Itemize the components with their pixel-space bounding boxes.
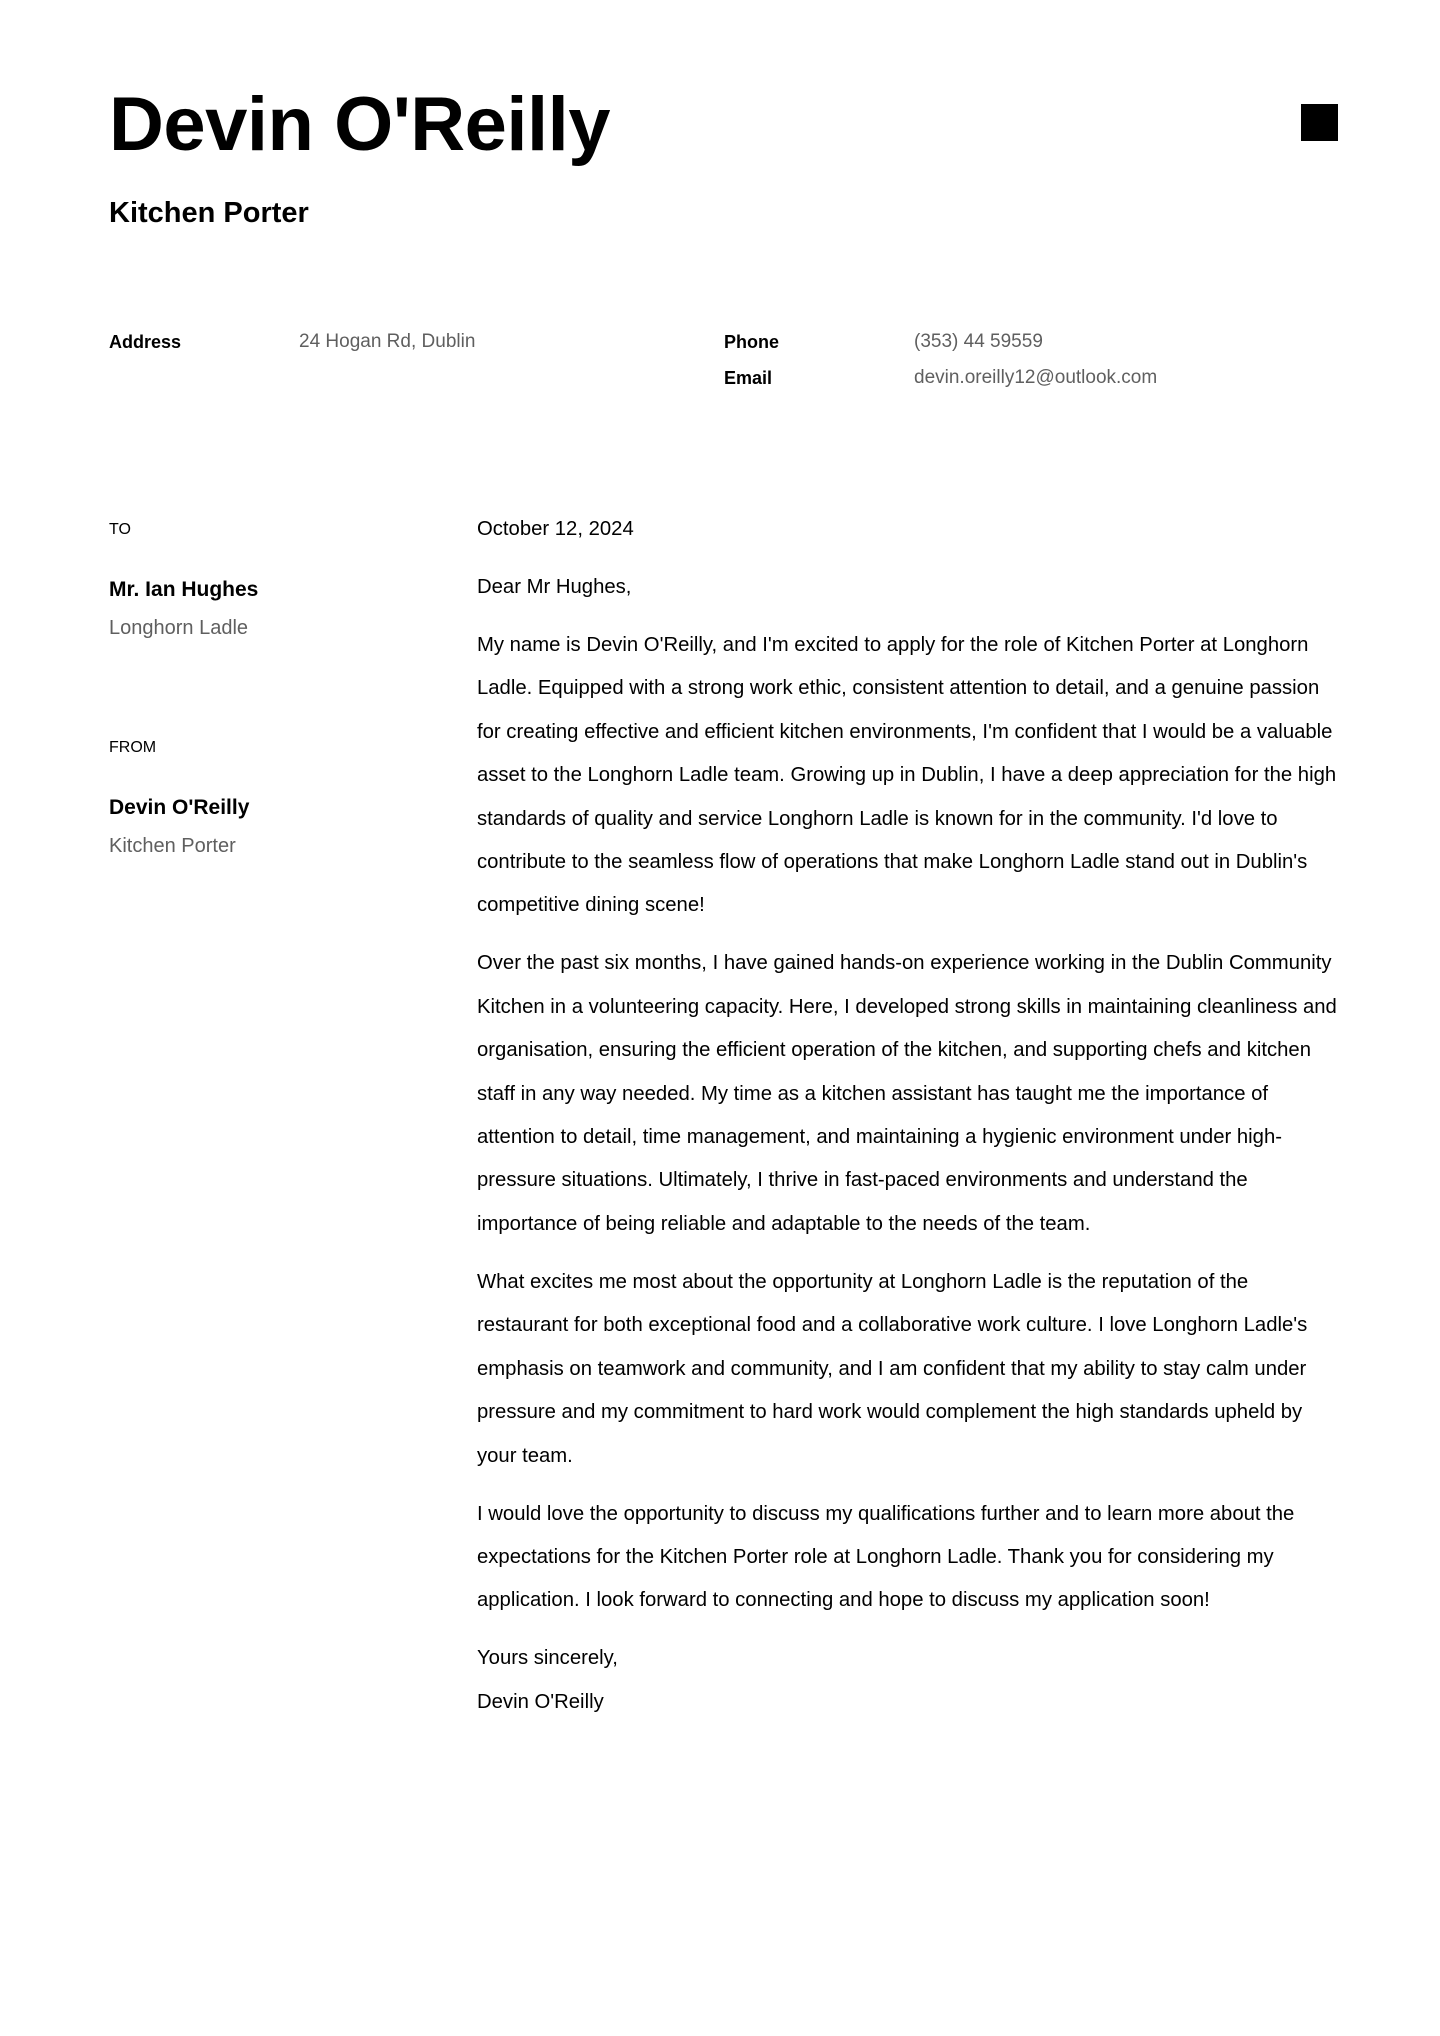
applicant-job-title: Kitchen Porter [109,197,309,229]
address-value: 24 Hogan Rd, Dublin [299,331,476,352]
phone-value: (353) 44 59559 [914,331,1043,352]
letter-paragraph: Over the past six months, I have gained hands-on experience working in the Dublin Community Kitchen in a volunteering capacity. Here, I developed strong skills in maintaining cleanliness and organisation, ensuring the efficient operation of the kitchen, and supporting chefs and kitchen staff in any way needed. My time as a kitchen assistant has taught me the importance of attention to detail, time management, and maintaining a hygienic environment under high-pressure situations. Ultimately, I thrive in fast-paced environments and understand the importance of being reliable and adaptable to the needs of the team. [477,952,1337,1235]
email-value: devin.oreilly12@outlook.com [914,367,1158,388]
recipient-company: Longhorn Ladle [109,617,249,639]
sender-title: Kitchen Porter [109,835,236,857]
letter-date: October 12, 2024 [477,518,634,540]
applicant-name: Devin O'Reilly [109,82,611,167]
to-label: TO [109,521,131,538]
letter-body [477,508,1339,1724]
sender-name: Devin O'Reilly [109,796,250,819]
letter-paragraph: I would love the opportunity to discuss my qualifications further and to learn more about the expectations for the Kitchen Porter role at Longhorn Ladle. Thank you for considering my application. I look forward to connecting and hope to discuss my application soon! [477,1502,1295,1612]
from-label: FROM [109,739,157,756]
recipient-name: Mr. Ian Hughes [109,578,259,601]
email-label: Email [724,368,773,388]
letter-paragraph: My name is Devin O'Reilly, and I'm excited to apply for the role of Kitchen Porter at Longhorn Ladle. Equipped with a strong work ethic, consistent attention to detail, and a genuine passion for creating effective and efficient kitchen environments, I'm confident that I would be a valuable asset to the Longhorn Ladle team. Growing up in Dublin, I have a deep appreciation for the high standards of quality and service Longhorn Ladle is known for in the community. I'd love to contribute to the seamless flow of operations that make Longhorn Ladle stand out in Dublin's competitive dining scene! [477,634,1337,917]
letter-closing: Yours sincerely, [477,1647,618,1670]
letter-salutation: Dear Mr Hughes, [477,576,632,598]
letter-paragraph: What excites me most about the opportunity at Longhorn Ladle is the reputation of the restaurant for both exceptional food and a collaborative work culture. I love Longhorn Ladle's emphasis on teamwork and community, and I am confident that my ability to stay calm under pressure and my commitment to hard work would complement the high standards upheld by your team. [477,1270,1308,1467]
address-label: Address [109,332,182,352]
square-logo-icon [1301,104,1338,141]
phone-label: Phone [724,332,780,352]
letter-signature: Devin O'Reilly [477,1690,604,1713]
